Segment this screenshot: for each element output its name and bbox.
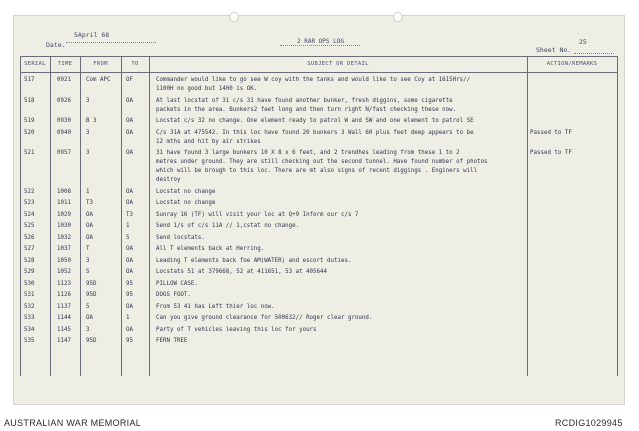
row-to: OA: [126, 257, 133, 264]
row-detail-line: metres under ground. They are still checking out the second tunnel. Have found number of photos: [156, 159, 488, 165]
row-to: OA: [126, 129, 133, 136]
col-head-serial: SERIAL: [24, 61, 46, 67]
row-from: T: [86, 246, 90, 252]
row-to: 1: [126, 315, 130, 321]
row-detail-line: destroy: [156, 177, 181, 183]
row-to: OA: [126, 150, 133, 156]
col-head-time: TIME: [57, 61, 73, 67]
row-detail-line: Send 1/s of c/s 11A // 1,cstat no change.: [156, 223, 300, 229]
row-detail-line: Locstat no change: [156, 188, 216, 195]
row-to: OA: [126, 118, 133, 124]
row-time: 0921: [57, 77, 71, 83]
row-action: Passed to TF: [530, 129, 572, 136]
row-detail-line: PILLOW CASE.: [156, 280, 198, 287]
col-border-time: [80, 56, 81, 376]
row-detail-line: At last locstat of 31 c/s 31 have found another bunker, fresh diggins, some cigarette: [156, 97, 453, 104]
row-serial: 517: [24, 77, 35, 83]
row-detail-line: packets in the area. Bunkers2 feet long and then turn right N/fast checking these now.: [156, 106, 457, 113]
row-detail-line: Leading T elements back foe AM(WATER) and escort duties.: [156, 257, 352, 264]
date-rule: [66, 42, 156, 43]
row-serial: 526: [24, 234, 35, 241]
col-border-serial: [50, 56, 51, 376]
row-detail-line: 12 mths and hit by air strikes: [156, 138, 261, 145]
row-from: 95D: [86, 338, 97, 344]
col-border-right: [617, 56, 618, 376]
row-serial: 533: [24, 315, 35, 321]
row-time: 1147: [57, 338, 71, 344]
row-serial: 527: [24, 246, 35, 252]
row-to: OA: [126, 246, 133, 252]
row-detail-line: FERN TREE: [156, 338, 188, 344]
row-time: 0957: [57, 150, 71, 156]
row-from: 5: [86, 269, 90, 275]
row-time: 1011: [57, 200, 71, 206]
row-detail-line: Commander would like to go see W coy with the tanks and would like to see Coy at 1615Hrs//: [156, 77, 471, 83]
row-to: 95: [126, 338, 133, 344]
row-time: 0940: [57, 129, 71, 136]
row-detail-line: Locstat no change: [156, 200, 216, 206]
row-to: 1: [126, 223, 130, 229]
row-time: 1123: [57, 280, 71, 287]
row-to: OA: [126, 303, 133, 310]
row-from: 3: [86, 129, 90, 136]
row-serial: 518: [24, 97, 35, 104]
title-rule: [280, 45, 360, 46]
row-from: 3: [86, 97, 90, 104]
row-time: 1050: [57, 257, 71, 264]
col-head-subject: SUBJECT OR DETAIL: [307, 61, 369, 67]
row-from: 3: [86, 257, 90, 264]
col-border-from: [121, 56, 122, 376]
col-border-subject: [527, 56, 528, 376]
row-from: 3: [86, 150, 90, 156]
punch-hole-left: [229, 12, 239, 22]
row-detail-line: 1100H no good but 1400 is OK.: [156, 86, 258, 92]
row-detail-line: Sunray 16 (TF) will visit your loc at Q+9 Inform our c/s 7: [156, 211, 359, 218]
row-to: OF: [126, 77, 133, 83]
row-serial: 528: [24, 257, 35, 264]
row-time: 1008: [57, 188, 71, 195]
log-title: 2 RAR OPS LOG: [297, 38, 344, 45]
archive-credit: AUSTRALIAN WAR MEMORIAL: [4, 418, 142, 428]
archive-id: RCDIG1029945: [555, 418, 623, 428]
row-from: 95D: [86, 292, 97, 298]
date-value: 5April 68: [74, 31, 110, 39]
date-label: Date.: [46, 41, 66, 49]
row-serial: 532: [24, 303, 35, 310]
row-detail-line: DOGS FOOT.: [156, 292, 191, 298]
row-time: 1145: [57, 326, 71, 333]
row-to: OA: [126, 97, 133, 104]
row-time: 1029: [57, 211, 71, 218]
row-serial: 521: [24, 150, 35, 156]
row-serial: 525: [24, 223, 35, 229]
row-time: 1030: [57, 223, 71, 229]
row-from: OA: [86, 315, 93, 321]
col-border-to: [149, 56, 150, 376]
row-from: 3: [86, 326, 90, 333]
row-serial: 529: [24, 269, 35, 275]
row-detail-line: which will be brough to this loc. There are mt also signs of recent diggings . Enginers will: [156, 168, 478, 174]
row-action: Passed to TF: [530, 150, 572, 156]
col-head-from: FROM: [93, 61, 108, 67]
row-serial: 531: [24, 292, 35, 298]
row-serial: 519: [24, 118, 35, 124]
col-head-action: ACTION/REMARKS: [546, 61, 598, 67]
row-detail-line: Party of T vehicles leaving this loc for yours: [156, 326, 317, 333]
row-serial: 535: [24, 338, 35, 344]
row-from: 95D: [86, 280, 97, 287]
row-serial: 523: [24, 200, 35, 206]
row-detail-line: Locstat c/s 32 no change. One element ready to patrol W and SW and one element to patrol SE: [156, 118, 474, 124]
row-serial: 530: [24, 280, 35, 287]
row-to: OA: [126, 326, 133, 333]
row-to: OA: [126, 269, 133, 275]
row-serial: 524: [24, 211, 35, 218]
row-to: 5: [126, 234, 130, 241]
row-serial: 534: [24, 326, 35, 333]
row-time: 1037: [57, 246, 71, 252]
row-from: OA: [86, 211, 93, 218]
row-detail-line: Locstats 51 at 379668, 52 at 411651, 53 at 405644: [156, 269, 328, 275]
row-detail-line: Can you give ground clearance for 500632// Roger clear ground.: [156, 315, 373, 321]
row-time: 1144: [57, 315, 71, 321]
row-from: T3: [86, 200, 93, 206]
row-detail-line: From 53 41 has Left thier loc now.: [156, 303, 275, 310]
row-time: 1126: [57, 292, 71, 298]
row-from: 5: [86, 303, 90, 310]
punch-hole-right: [393, 12, 403, 22]
col-head-to: TO: [131, 61, 139, 67]
row-to: 95: [126, 292, 133, 298]
row-detail-line: C/s 31A at 475542. In this loc have found 20 bunkers 3 Wall 60 plus feet deep appears to be: [156, 129, 474, 136]
row-to: OA: [126, 188, 133, 195]
row-detail-line: Send locstats.: [156, 234, 205, 241]
row-serial: 520: [24, 129, 35, 136]
row-time: 1137: [57, 303, 71, 310]
sheet-label: Sheet No.: [536, 46, 572, 54]
col-border-left: [20, 56, 21, 376]
row-time: 1032: [57, 234, 71, 241]
row-to: 95: [126, 280, 133, 287]
sheet-rule: [574, 53, 614, 54]
row-time: 0926: [57, 97, 71, 104]
row-to: T3: [126, 211, 133, 218]
row-from: OA: [86, 234, 93, 241]
row-from: OA: [86, 223, 93, 229]
sheet-number: 25: [579, 38, 587, 46]
row-detail-line: All T elements back at Herring.: [156, 246, 265, 252]
row-from: B 3: [86, 118, 97, 124]
row-serial: 522: [24, 188, 35, 195]
row-time: 0930: [57, 118, 71, 124]
row-to: OA: [126, 200, 133, 206]
row-detail-line: 31 have found 3 large bunkers 10 X 8 x 6 feet, and 2 trendhes leading from these 1 to 2: [156, 150, 460, 156]
row-from: 1: [86, 188, 90, 195]
row-time: 1052: [57, 269, 71, 275]
row-from: Com APC: [86, 77, 111, 83]
